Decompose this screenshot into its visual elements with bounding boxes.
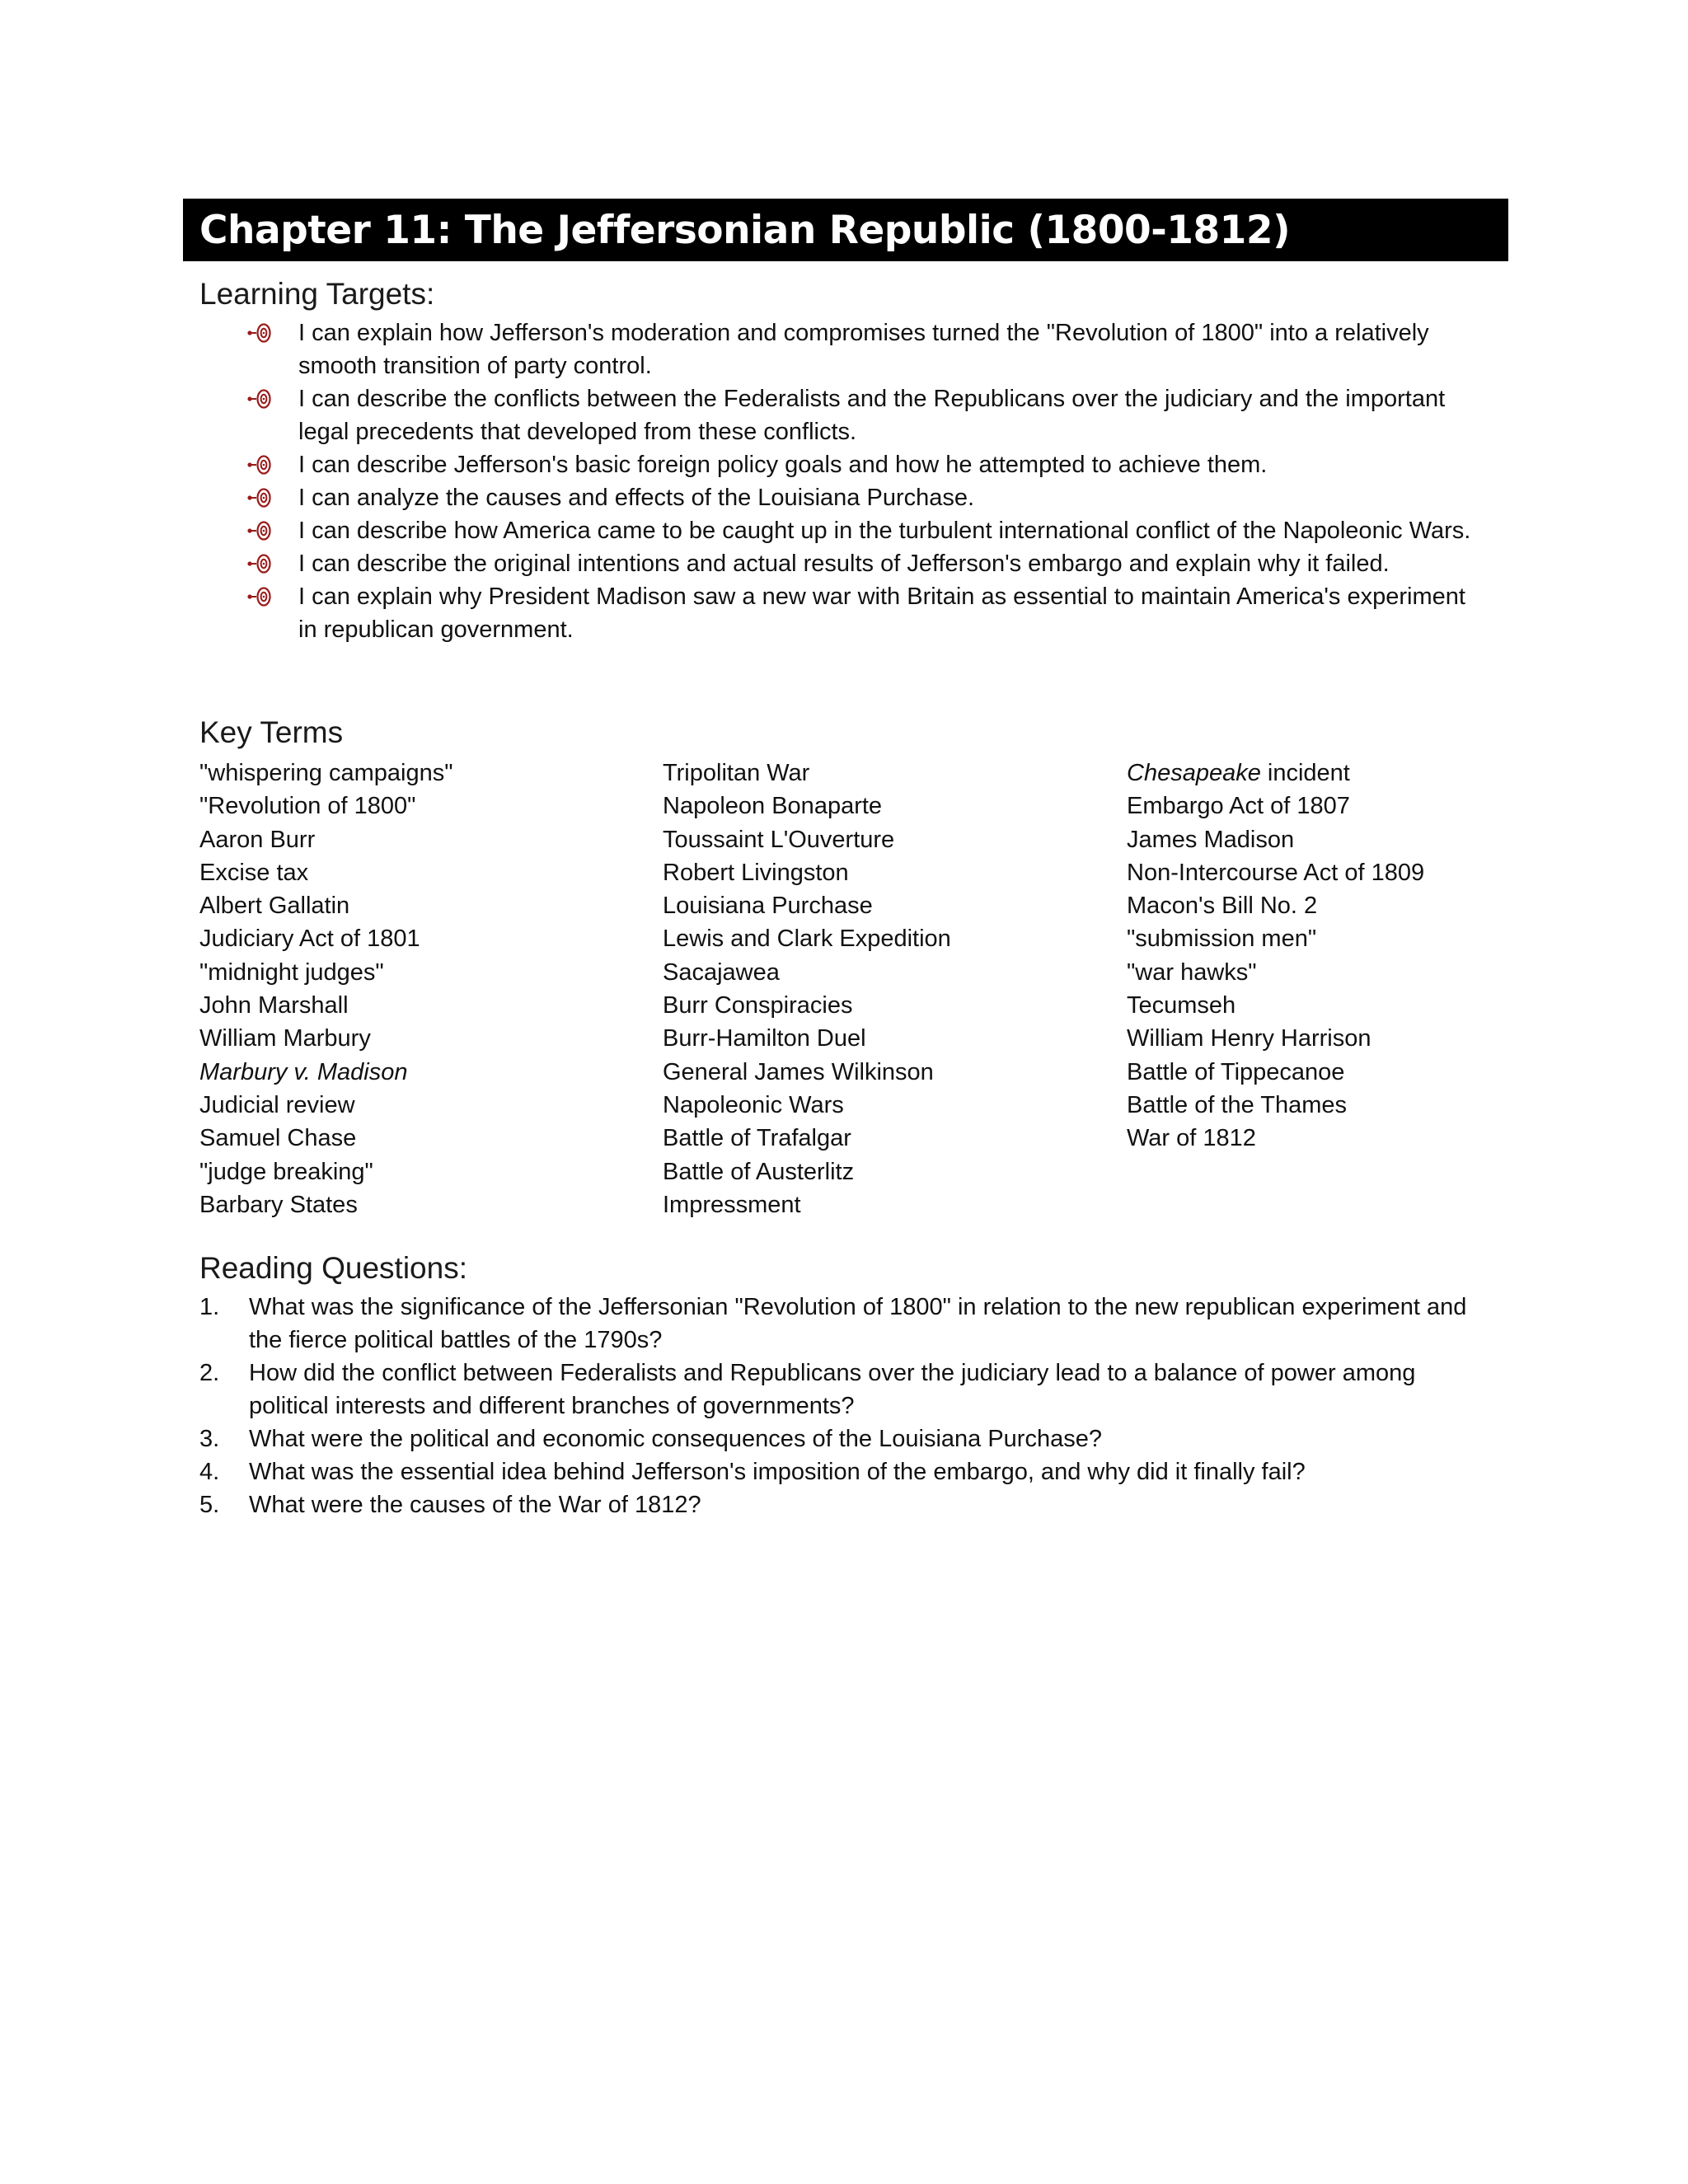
chapter-title: Chapter 11: The Jeffersonian Republic (1800-1812) (199, 207, 1291, 253)
target-bullet-icon (247, 321, 272, 344)
reading-question-item (199, 1357, 1485, 1422)
key-term: Excise tax (199, 859, 309, 886)
question-text: What were the causes of the War of 1812? (249, 1492, 701, 1518)
key-term: Burr-Hamilton Duel (663, 1025, 866, 1052)
key-term: "judge breaking" (199, 1158, 373, 1185)
learning-target-item (247, 448, 1484, 481)
key-term: "submission men" (1127, 926, 1317, 953)
learning-target-text: I can explain why President Madison saw a new war with Britain as essential to maintain America's experiment in republican government. (298, 583, 1465, 643)
key-terms-column-1 (199, 757, 453, 1221)
key-term: William Marbury (199, 1025, 371, 1052)
question-text: What were the political and economic consequences of the Louisiana Purchase? (249, 1426, 1102, 1452)
learning-target-text: I can analyze the causes and effects of the Louisiana Purchase. (298, 485, 975, 511)
question-text: How did the conflict between Federalists and Republicans over the judiciary lead to a balance of power among political interests and different branches of governments? (249, 1360, 1416, 1419)
learning-targets-list (247, 316, 1484, 646)
key-term: "midnight judges" (199, 958, 384, 986)
key-term: Sacajawea (663, 958, 780, 986)
key-term: Judiciary Act of 1801 (199, 926, 420, 953)
target-bullet-icon (247, 486, 272, 509)
learning-target-item (247, 382, 1484, 448)
target-bullet-icon (247, 453, 272, 476)
reading-questions-heading: Reading Questions: (199, 1251, 467, 1285)
question-number: 3. (199, 1426, 220, 1452)
key-term: Battle of Trafalgar (663, 1125, 851, 1152)
key-term: "war hawks" (1127, 958, 1257, 986)
key-term: Toussaint L'Ouverture (663, 826, 895, 853)
key-term: "Revolution of 1800" (199, 793, 416, 820)
learning-target-text: I can describe how America came to be caught up in the turbulent international conflict of the Napoleonic Wars. (298, 518, 1471, 544)
key-terms-column-3 (1127, 757, 1424, 1155)
key-term: War of 1812 (1127, 1125, 1256, 1152)
chapter-title-bar (183, 199, 1508, 261)
question-text: What was the significance of the Jeffersonian "Revolution of 1800" in relation to the new republican experiment and the fierce political battles of the 1790s? (249, 1294, 1467, 1353)
question-text: What was the essential idea behind Jefferson's imposition of the embargo, and why did it finally fail? (249, 1459, 1306, 1485)
learning-targets-heading: Learning Targets: (199, 277, 435, 311)
key-term: Battle of Tippecanoe (1127, 1058, 1345, 1085)
learning-target-item (247, 547, 1484, 580)
key-term-chesapeake-incident (1127, 757, 1424, 790)
question-number: 2. (199, 1360, 220, 1386)
learning-target-item (247, 580, 1484, 646)
question-number: 1. (199, 1294, 220, 1320)
key-term: Burr Conspiracies (663, 992, 853, 1019)
learning-target-text: I can describe Jefferson's basic foreign policy goals and how he attempted to achieve them. (298, 452, 1268, 478)
chesapeake-ship-name: Chesapeake (1127, 760, 1261, 786)
key-term: Samuel Chase (199, 1125, 357, 1152)
target-bullet-icon (247, 585, 272, 608)
reading-question-item (199, 1488, 1485, 1521)
key-terms-heading: Key Terms (199, 715, 344, 749)
chesapeake-incident-text: incident (1260, 760, 1350, 786)
key-term: Barbary States (199, 1191, 358, 1218)
question-number: 4. (199, 1459, 220, 1485)
key-term: Macon's Bill No. 2 (1127, 893, 1318, 920)
key-term: Aaron Burr (199, 826, 316, 853)
key-term: Tecumseh (1127, 992, 1236, 1019)
key-term: Impressment (663, 1191, 801, 1218)
key-term: Albert Gallatin (199, 893, 350, 920)
reading-questions-list (199, 1291, 1485, 1521)
key-term: Louisiana Purchase (663, 893, 873, 920)
key-term: "whispering campaigns" (199, 760, 453, 786)
learning-target-item (247, 481, 1484, 514)
key-term: General James Wilkinson (663, 1058, 934, 1085)
key-term: Robert Livingston (663, 859, 849, 886)
key-term: Non-Intercourse Act of 1809 (1127, 859, 1425, 886)
learning-target-text: I can explain how Jefferson's moderation and compromises turned the "Revolution of 1800" into a relatively smooth transition of party control. (298, 320, 1429, 379)
target-bullet-icon (247, 387, 272, 410)
key-term: James Madison (1127, 826, 1295, 853)
learning-target-item (247, 316, 1484, 382)
key-term: Battle of the Thames (1127, 1091, 1348, 1118)
key-term: William Henry Harrison (1127, 1025, 1372, 1052)
key-term: John Marshall (199, 992, 349, 1019)
reading-question-item (199, 1422, 1485, 1455)
target-bullet-icon (247, 552, 272, 575)
key-term: Embargo Act of 1807 (1127, 793, 1350, 820)
key-terms-column-2 (663, 757, 951, 1221)
key-term-marbury-v-madison: Marbury v. Madison (199, 1058, 408, 1085)
question-number: 5. (199, 1492, 220, 1518)
key-term: Lewis and Clark Expedition (663, 926, 951, 953)
learning-target-text: I can describe the original intentions and actual results of Jefferson's embargo and explain why it failed. (298, 551, 1390, 577)
reading-question-item (199, 1455, 1485, 1488)
reading-question-item (199, 1291, 1485, 1357)
key-term: Napoleon Bonaparte (663, 793, 883, 820)
key-term: Napoleonic Wars (663, 1091, 844, 1118)
key-term: Judicial review (199, 1091, 355, 1118)
key-term: Tripolitan War (663, 760, 810, 786)
learning-target-text: I can describe the conflicts between the Federalists and the Republicans over the judiciary and the important legal precedents that developed from these conflicts. (298, 386, 1446, 445)
learning-target-item (247, 514, 1484, 547)
key-term: Battle of Austerlitz (663, 1158, 855, 1185)
target-bullet-icon (247, 519, 272, 542)
